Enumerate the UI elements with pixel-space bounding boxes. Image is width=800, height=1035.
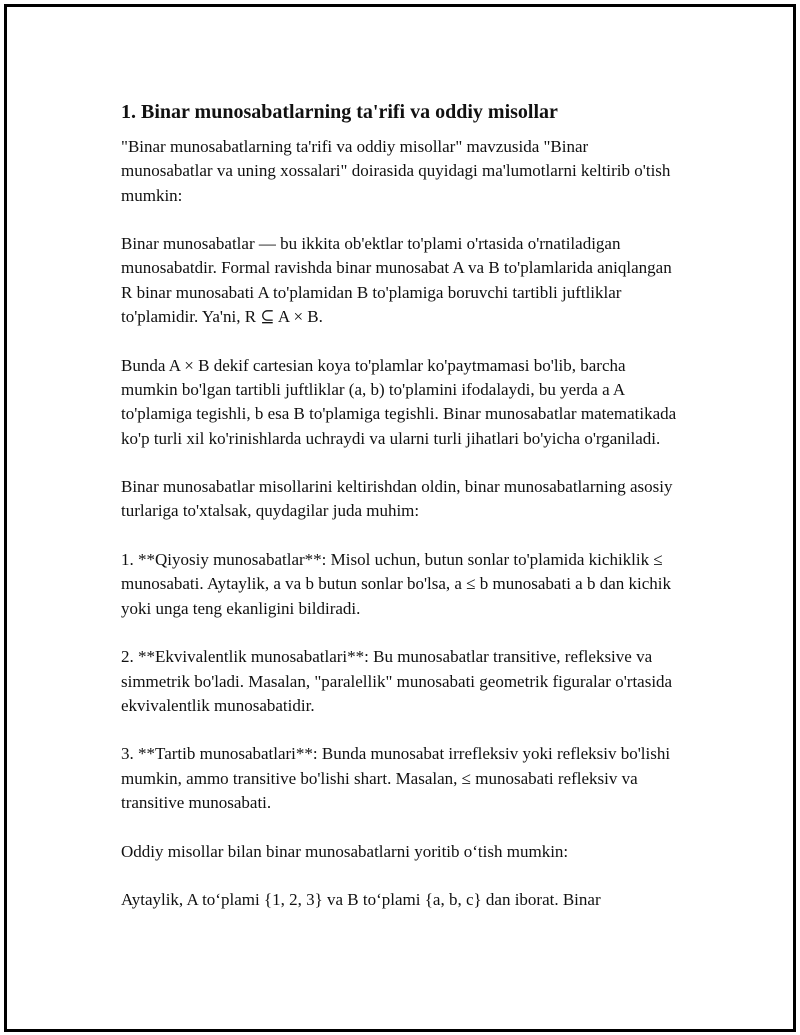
paragraph-cartesian-product: Bunda A × B dekif cartesian koya to'plamlar ko'paytmamasi bo'lib, barcha mumkin bo'lgan tartibli juftliklar (a, b) to'plamini ifodalaydi, bu yerda a A to'plamiga tegishli, b esa B to'plamiga tegishli. Binar munosabatlar matematikada ko'p turli xil ko'rinishlarda uchraydi va ularni turli jihatlari bo'yicha o'rganiladi. [121, 355, 677, 448]
paragraph-definition: Binar munosabatlar — bu ikkita ob'ektlar to'plami o'rtasida o'rnatiladigan munosabatdir. Formal ravishda binar munosabat A va B to'plamlarida aniqlangan R binar munosabati A to'plamidan B to'plamiga boruvchi tartibli juftliklar to'plamidir. Ya'ni, R ⊆ A × B. [121, 234, 672, 327]
paragraph-intro: "Binar munosabatlarning ta'rifi va oddiy misollar" mavzusida "Binar munosabatlar va uning xossalari" doirasida quyidagi ma'lumotlarni keltirib o'tish mumkin: [121, 137, 671, 205]
document-body [121, 99, 681, 937]
page-frame [4, 4, 796, 1032]
paragraph-examples-intro: Oddiy misollar bilan binar munosabatlarni yoritib o‘tish mumkin: [121, 841, 569, 861]
paragraph-order-relations: 3. **Tartib munosabatlari**: Bunda munosabat irrefleksiv yoki refleksiv bo'lishi mumkin, ammo transitive bo'lishi shart. Masalan, ≤ munosabati refleksiv va transitive munosabati. [121, 744, 671, 813]
document-title: 1. Binar munosabatlarning ta'rifi va oddiy misollar [121, 101, 558, 123]
paragraph-example-sets: Aytaylik, A to‘plami {1, 2, 3} va B to‘plami {a, b, c} dan iborat. Binar [121, 890, 601, 910]
paragraph-equivalence-relations: 2. **Ekvivalentlik munosabatlari**: Bu munosabatlar transitive, refleksive va simmetrik bo'ladi. Masalan, "paralellik" munosabati geometrik figuralar o'rtasida ekvivalentlik munosabatidir. [121, 647, 673, 715]
paragraph-types-intro: Binar munosabatlar misollarini keltirishdan oldin, binar munosabatlarning asosiy turlariga to'xtalsak, quydagilar juda muhim: [121, 477, 673, 521]
paragraph-comparison-relations: 1. **Qiyosiy munosabatlar**: Misol uchun, butun sonlar to'plamida kichiklik ≤ munosabati. Aytaylik, a va b butun sonlar bo'lsa, a ≤ b munosabati a b dan kichik yoki unga teng ekanligini bildiradi. [121, 550, 672, 618]
